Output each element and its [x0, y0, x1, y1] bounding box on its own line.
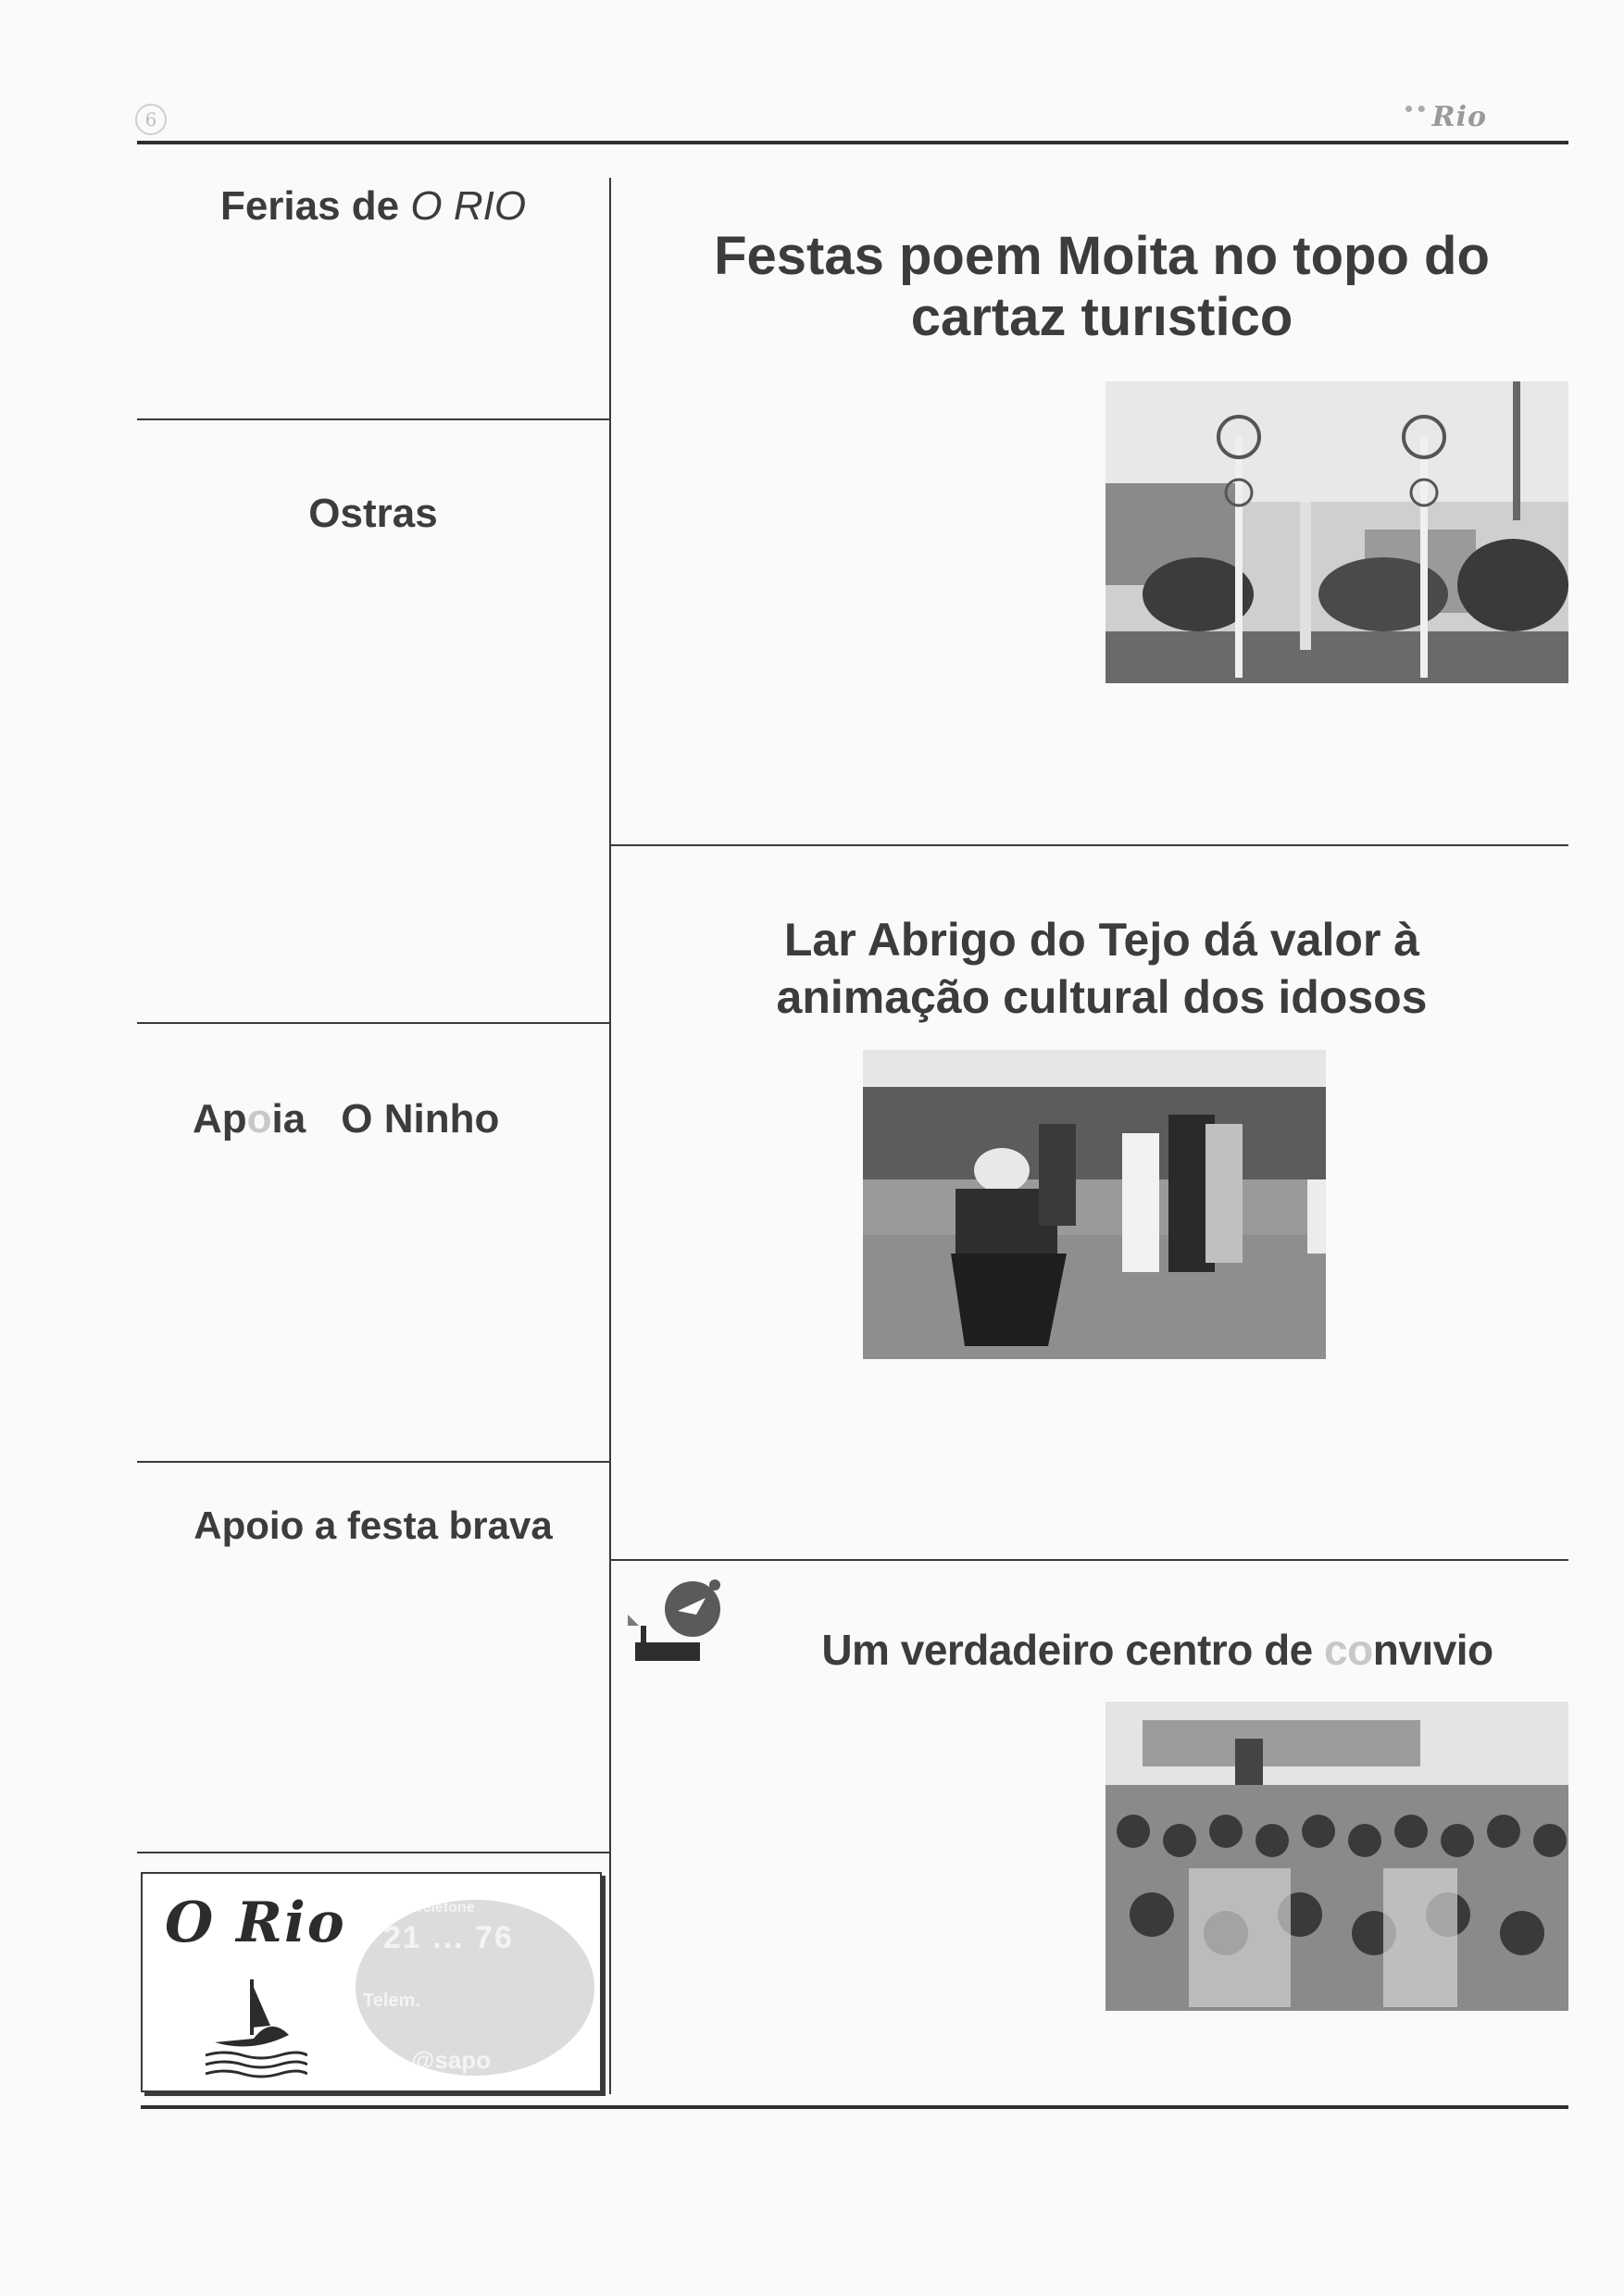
brand-dots: ••: [1403, 98, 1429, 120]
sidebar-rule: [137, 1022, 609, 1024]
sidebar-title-ostras: Ostras: [308, 491, 438, 536]
email-text: @sapo: [411, 2046, 492, 2074]
sidebar-title-ferias: [137, 183, 609, 230]
headline-part: nvıvio: [1372, 1626, 1493, 1674]
title-part: Ap: [193, 1096, 247, 1142]
headline-part: Um verdadeiro centro de: [821, 1626, 1325, 1674]
headline-line: Lar Abrigo do Tejo dá valor à: [783, 914, 1420, 966]
article-headline-lar-abrigo: [704, 911, 1500, 1026]
phone-number: 21 ... 76: [383, 1920, 514, 1955]
headline-faded-part: co: [1324, 1626, 1373, 1674]
sidebar-title-italic: O RIO: [410, 183, 527, 229]
sidebar-title-prefix: Ferias de: [219, 183, 411, 229]
newspaper-logo-box: [141, 1872, 602, 2092]
bottom-rule: [141, 2105, 1568, 2109]
title-part: O Ninho: [341, 1096, 500, 1142]
page-number-badge: 6: [135, 104, 167, 135]
headline-line: cartaz turıstico: [910, 287, 1293, 347]
sidebar-rule: [137, 1852, 609, 1853]
headline-line: Festas poem Moita no topo do: [714, 226, 1490, 286]
article-rule: [611, 1559, 1568, 1561]
festival-square-photo: [1106, 381, 1568, 683]
article-rule: [611, 844, 1568, 846]
community-center-icon: [622, 1574, 743, 1666]
top-rule: [137, 141, 1568, 144]
article-headline-centro-convivio: [778, 1622, 1537, 1678]
brand-text: Rio: [1431, 101, 1487, 133]
header-brand: [1403, 98, 1487, 133]
dining-hall-photo: [1106, 1702, 1568, 2011]
sidebar-rule: [137, 1461, 609, 1463]
phone-label: Telefone: [415, 1900, 475, 1915]
contact-info-oval: [356, 1900, 594, 2076]
boat-logo-icon: [196, 1970, 307, 2081]
elderly-dancing-photo: [863, 1050, 1326, 1359]
title-part: ia: [271, 1096, 306, 1142]
article-headline-festas: [639, 226, 1565, 348]
sidebar-title-apoia-ninho: [193, 1096, 499, 1142]
column-divider: [609, 178, 611, 2094]
headline-line: animação cultural dos idosos: [776, 971, 1428, 1023]
sidebar-rule: [137, 418, 609, 420]
mobile-label: Telem.: [363, 1990, 420, 2011]
newspaper-logo: O Rio: [165, 1890, 346, 1955]
sidebar-title-festa-brava: Apoio a festa brava: [194, 1504, 553, 1547]
title-faded-part: o: [246, 1096, 272, 1142]
